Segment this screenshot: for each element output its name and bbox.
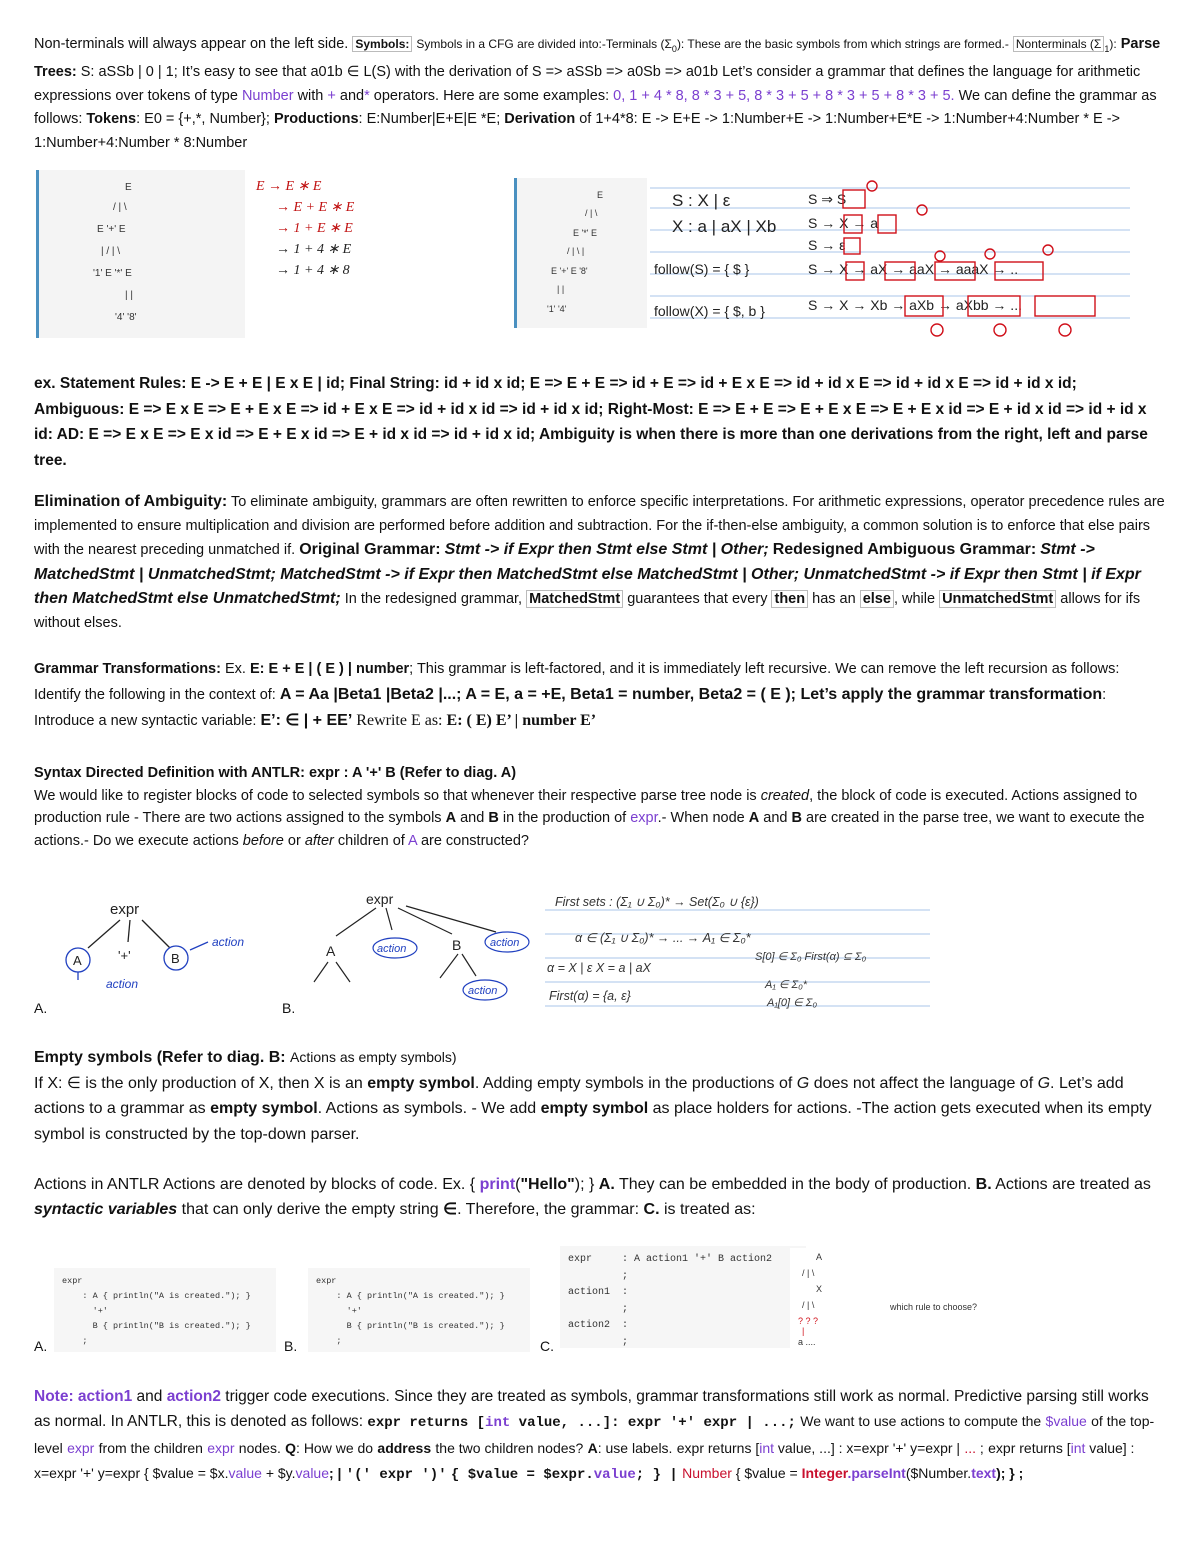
- diagram-a-svg: [30, 880, 270, 1015]
- first-sets-svg: [545, 888, 930, 1016]
- fs-line: First sets : (Σ₁ ∪ Σ₀)* → Set(Σ₀ ∪ {ε}): [555, 895, 759, 909]
- diagram-b: [300, 880, 535, 1010]
- diag-b-action: action: [468, 985, 498, 997]
- hw-red-box: [1035, 296, 1095, 316]
- fs-line: S[0] ∈ Σ₀ First(α) ⊆ Σ₀: [755, 951, 867, 963]
- tree-line: | / | \: [101, 246, 121, 257]
- hw-right: S ⇒ S: [808, 191, 847, 207]
- hw-red-mark: [917, 205, 927, 215]
- fs-line: α = X | ε X = a | aX: [547, 961, 651, 975]
- tree-line: | |: [125, 290, 133, 301]
- diag-a-expr: expr: [110, 901, 140, 918]
- code-snippet-a: expr : A { println("A is created."); } '+' B { println("B is created."); } ;: [54, 1268, 276, 1352]
- wr-line: / | \: [802, 1268, 815, 1278]
- diagram-b-label: B.: [282, 1000, 296, 1016]
- hw-red-box: [843, 190, 865, 208]
- wr-line: ? ? ?: [798, 1316, 819, 1326]
- code-a-label: A.: [34, 1338, 48, 1354]
- hw-red-mark: [985, 249, 995, 259]
- elimination-paragraph: Elimination of Ambiguity: To eliminate ambiguity, grammars are often rewritten to enforce specific interpretations. For arithmetic expressions, operator precedence rules are implemented to ensure multiplication and division are performed before addition and subtraction. For the if-then-else ambiguity, a common solution is to enforce that else pairs with the nearest preceding unmatched if. Original Grammar: Stmt -> if Expr then Stmt else Stmt | Other; Redesigned Ambiguous Grammar: Stmt -> MatchedStmt | UnmatchedStmt; MatchedStmt -> if Expr then MatchedStmt else MatchedStmt | Other; UnmatchedStmt -> if Expr then Stmt | if Expr then MatchedStmt else UnmatchedStmt; In the redesigned grammar, MatchedStmt guarantees that every then has an else , while UnmatchedStmt allows for ifs without elses.: [34, 493, 1165, 631]
- first-sets-notes: [545, 888, 930, 1016]
- fs-line: First(α) = {a, ε}: [549, 989, 631, 1003]
- derivation-figure-1: [256, 176, 426, 286]
- diag-a-B: B: [171, 951, 180, 966]
- diag-b-action: action: [490, 937, 520, 949]
- sdd-antlr-paragraph: Syntax Directed Definition with ANTLR: expr : A '+' B (Refer to diag. A) We would like to register blocks of code to selected symbols so that whenever their respective parse tree node is created, the block of code is executed. Actions assigned to production rule - There are two actions assigned to the symbols A and B in the production of expr.- When node A and B are created in the parse tree, we want to execute the actions.- Do we execute actions before or after children of A are constructed?: [34, 762, 1166, 852]
- diag-b-expr: expr: [366, 891, 394, 907]
- hw-right: S → X → a: [808, 215, 879, 231]
- wr-line: a ....: [798, 1337, 816, 1347]
- parse-tree-1-svg: [39, 170, 245, 338]
- code-b-label: B.: [284, 1338, 298, 1354]
- hw-line: S : X | ε: [672, 191, 731, 210]
- diag-a-A: A: [73, 953, 82, 968]
- which-rule-tree-svg: [790, 1248, 1050, 1348]
- code-c-label: C.: [540, 1338, 554, 1354]
- deriv-line: E → E ∗ E: [256, 179, 322, 194]
- actions-note-paragraph: Note: action1 and action2 trigger code executions. Since they are treated as symbols, grammar transformations still work as normal. Predictive parsing still works as normal. In ANTLR, this is denoted as follows: expr returns [int value, ...]: expr '+' expr | ...; We want to use actions to compute the $value of the top-level expr from the children expr nodes. Q: How we do address the two children nodes? A: use labels. expr returns [int value, ...] : x=expr '+' y=expr | ... ; expr returns [int value] : x=expr '+' y=expr { $value = $x.value + $y.value; | '(' expr ')' { $value = $expr.value; } | Number { $value = Integer.parseInt($Number.text); } ;: [34, 1388, 1155, 1483]
- diag-b-action: action: [377, 943, 407, 955]
- intro-paragraph: Non-terminals will always appear on the left side. Symbols: Symbols in a CFG are divided into:-Terminals $(\Sigma_0)$: These are the basic symbols from which strings are formed.- Nonterminals (Σ $_1$): Parse Trees: S: aSSb | 0 | 1; It’s easy to see that a01b ∈ L(S) with the derivation of S => aSSb => a0Sb => a01b Let’s consider a grammar that defines the language for arithmetic expressions over tokens of type Number with + and* operators. Here are some examples: 0, 1 + 4 * 8, 8 * 3 + 5, 8 * 3 + 5 + 8 * 3 + 5 + 8 * 3 + 5. We can define the grammar as follows: Tokens: E0 = {+,*, Number}; Productions: E:Number|E+E|E *E; Derivation of 1+4*8: E -> E+E -> 1:Number+E -> 1:Number+E*E -> 1:Number+4:Number * E -> 1:Number+4:Number * 8:Number: [34, 36, 1161, 151]
- sdd-heading: Syntax Directed Definition with ANTLR: expr : A '+' B (Refer to diag. A): [34, 765, 517, 781]
- diagram-a-label: A.: [34, 1000, 48, 1016]
- fs-line: A₁[0] ∈ Σ₀: [767, 997, 817, 1009]
- tree-line: '1' '4': [547, 304, 567, 314]
- tree-line: E '+' E: [97, 224, 126, 235]
- tree-line: E '+' E '8': [551, 266, 588, 276]
- hw-right: S → X → Xb → aXb → aXbb → ...: [808, 297, 1022, 313]
- hw-line: X : a | aX | Xb: [672, 217, 777, 236]
- tree-line: E: [597, 190, 604, 200]
- wr-line: / | \: [802, 1300, 815, 1310]
- wr-line: X: [816, 1284, 823, 1294]
- parse-tree-figure-2: [514, 178, 647, 328]
- hw-line: follow(X) = { $, b }: [654, 303, 765, 319]
- diag-a-action: action: [212, 935, 245, 949]
- code-snippet-b: expr : A { println("A is created."); } '+' B { println("B is created."); } ;: [308, 1268, 530, 1352]
- tree-line: '1' E '*' E: [93, 268, 132, 279]
- tree-line: | |: [557, 284, 565, 294]
- tree-line: E '*' E: [573, 228, 597, 238]
- deriv-line: → 1 + E ∗ E: [276, 221, 353, 236]
- diagram-a: [30, 880, 270, 1015]
- hw-red-mark: [1043, 245, 1053, 255]
- diag-a-action: action: [106, 977, 139, 991]
- antlr-actions-paragraph: Actions in ANTLR Actions are denoted by blocks of code. Ex. { print("Hello"); } A. They can be embedded in the body of production. B. Actions are treated as syntactic variables that can only derive the empty string ∈. Therefore, the grammar: C. is treated as:: [34, 1176, 1151, 1218]
- tree-line: '4' '8': [115, 312, 137, 323]
- deriv-line: → 1 + 4 ∗ 8: [276, 263, 350, 278]
- wr-question: which rule to choose?: [890, 1302, 978, 1312]
- deriv-line: → E + E ∗ E: [276, 200, 355, 215]
- tree-line: / | \: [585, 208, 598, 218]
- empty-symbols-paragraph: Empty symbols (Refer to diag. B: Actions as empty symbols) If X: ∈ is the only production of X, then X is an empty symbol. Adding empty symbols in the productions of G does not affect the language of G. Let’s add actions to a grammar as empty symbol. Actions as symbols. - We add empty symbol as place holders for actions. -The action gets executed when its empty symbol is constructed by the top-down parser.: [34, 1049, 1152, 1143]
- hw-red-mark: [867, 181, 877, 191]
- hw-red-mark: [931, 324, 943, 336]
- fs-line: A₁ ∈ Σ₀*: [765, 979, 808, 991]
- grammar-transformations-paragraph: Grammar Transformations: Ex. E: E + E | ( E ) | number; This grammar is left-factored, and it is immediately left recursive. We can remove the left recursion as follows: Identify the following in the context of: A = Aa |Beta1 |Beta2 |...; A = E, a = +E, Beta1 = number, Beta2 = ( E ); Let’s apply the grammar transformation: Introduce a new syntactic variable: E’: ∈ | + EE’ Rewrite E as: E: ( E) E’ | number E’: [34, 661, 1120, 729]
- parse-tree-figure-1: [36, 170, 245, 338]
- hw-right: S → ε: [808, 237, 846, 253]
- handwritten-notes-svg: [650, 178, 1130, 343]
- parse-tree-2-svg: [517, 178, 647, 328]
- deriv-line: → 1 + 4 ∗ E: [276, 242, 352, 257]
- hw-red-mark: [1059, 324, 1071, 336]
- tree-line: / | \: [113, 202, 127, 213]
- hw-red-mark: [994, 324, 1006, 336]
- code-snippet-c: expr : A action1 '+' B action2 ; action1 : ; action2 : ;: [560, 1246, 806, 1348]
- fs-line: α ∈ (Σ₁ ∪ Σ₀)* → ... → A₁ ∈ Σ₀*: [575, 931, 751, 945]
- wr-line: |: [802, 1326, 805, 1336]
- hw-right: S → X → aX → aaX → aaaX → ..: [808, 261, 1019, 277]
- wr-line: A: [816, 1252, 823, 1262]
- handwritten-notes-1: [650, 178, 1130, 343]
- hw-line: follow(S) = { $ }: [654, 261, 750, 277]
- tree-line: E: [125, 182, 132, 193]
- diag-b-B: B: [452, 937, 462, 953]
- diag-b-A: A: [326, 943, 336, 959]
- which-rule-tree: [790, 1248, 1050, 1348]
- diag-a-plus: '+': [118, 948, 131, 963]
- ambiguity-example-paragraph: ex. Statement Rules: E -> E + E | E x E | id; Final String: id + id x id; E => E + E => id + E => id + E x E => id + id x E => id + id x E => id + id x id; Ambiguous: E => E x E => E + E x E => id + E x E => id + id x id => id + id x id; Right-Most: E => E + E => E + E x E => E + E x id => E + id x id => id + id x id: AD: E => E x E => E x id => E + E x id => E + id x id => id + id x id; Ambiguity is when there is more than one derivations from the right, left and parse tree.: [34, 375, 1148, 469]
- diagram-b-svg: [300, 880, 535, 1010]
- tree-line: / | \ |: [567, 246, 585, 256]
